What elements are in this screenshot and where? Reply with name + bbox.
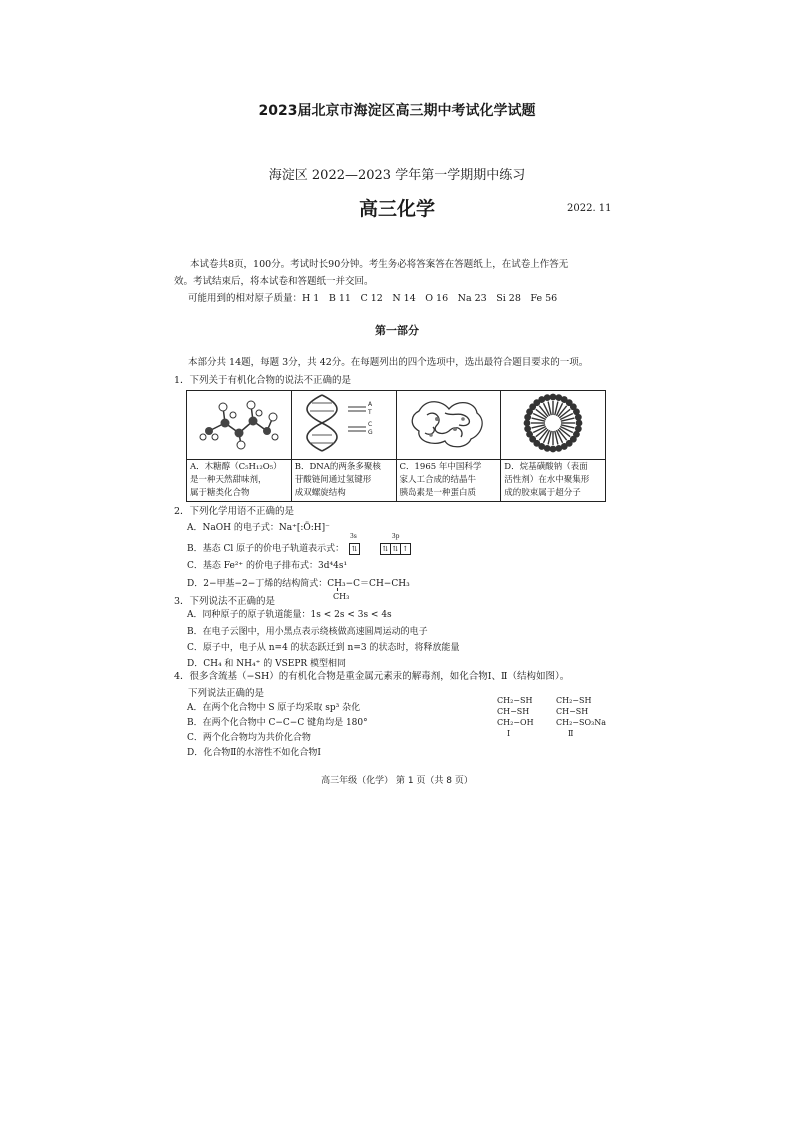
question-1-stem: 1．下列关于有机化合物的说法不正确的是 [174,375,352,386]
orbital-3p [380,532,410,555]
section-title: 第一部分 [375,324,419,337]
dna-image [291,391,396,460]
option-a-line: 是一种天然甜味剂， [190,475,267,485]
question-3-option-b: B．在电子云图中，用小黑点表示绕核做高速圆周运动的电子 [187,627,428,637]
question-4-option-d: D．化合物Ⅱ的水溶性不如化合物Ⅰ [187,748,321,758]
micelle-head [550,394,557,401]
question-2-option-b [187,532,410,555]
question-3-option-c: C．原子中，电子从 n=4 的状态跃迁到 n=3 的状态时，将释放能量 [187,643,460,653]
question-4-stem: 4．很多含巯基（−SH）的有机化合物是重金属元素汞的解毒剂，如化合物Ⅰ、Ⅱ（结构如图）。 [174,671,570,682]
exam-header: 海淀区 2022—2023 学年第一学期期中练习 [268,168,526,183]
xylitol-image [187,391,292,460]
option-c-line: C．1965 年中国科学 [399,462,482,472]
question-2-option-a: A．NaOH 的电子式：Na⁺[:Ö:H]⁻ [187,523,330,533]
document-title: 2023届北京市海淀区高三期中考试化学试题 [258,103,536,119]
option-c-line: 胰岛素是一种蛋白质 [399,488,477,498]
option-b-text: B．基态 Cl 原子的价电子轨道表示式： [187,544,345,554]
section-intro: 本部分共 14题，每题 3分，共 42分。在每题列出的四个选项中，选出最符合题目要求的一项。 [188,357,589,368]
option-b-line: B．DNA的两条多聚核 [294,462,381,472]
exam-date: 2022. 11 [567,203,612,214]
dna-label: A [367,401,372,408]
dna-label: G [367,429,373,436]
orbital-box: ↑ [400,543,411,555]
option-d-line: 活性剂）在水中聚集形 [504,475,590,485]
compound-2-line: CH−SH [556,707,589,716]
micelle-head [525,425,532,432]
orbital-box: ⇅ [390,543,401,555]
compound-1-structure [497,695,534,739]
orbital-3s [349,532,359,555]
micelle-head [544,394,551,401]
option-a-line: A．木糖醇（C₅H₁₂O₅） [190,462,282,472]
atomic-masses: 可能用到的相对原子质量：H 1 B 11 C 12 N 14 O 16 Na 23 Si 28 Fe 56 [188,293,558,304]
question-3-stem: 3．下列说法不正确的是 [174,596,276,607]
instruction-line: 效。考试结束后，将本试卷和答题纸一并交回。 [174,276,374,287]
page-footer: 高三年级（化学） 第 1 页（共 8 页） [321,776,473,786]
option-b [291,460,396,502]
insulin-image [396,391,501,460]
compound-1-line: CH₂−OH [497,718,534,727]
question-4-stem-2: 下列说法正确的是 [188,688,265,699]
question-4-option-b: B．在两个化合物中 C−C−C 键角均是 180° [187,718,368,728]
micelle-head [550,446,557,453]
option-c [396,460,501,502]
orbital-box: ⇅ [380,543,391,555]
question-4-option-a: A．在两个化合物中 S 原子均采取 sp³ 杂化 [187,703,361,713]
compound-1-label: Ⅰ [507,729,511,738]
orbital-label: 3s [349,532,357,540]
methyl-branch [333,588,349,602]
micelle-image [501,391,606,460]
instruction-line: 本试卷共8页，100分。考试时长90分钟。考生务必将答案答在答题纸上，在试卷上作答无 [190,259,569,270]
dna-label: C [367,421,372,428]
question-2-option-d: D．2−甲基−2−丁烯的结构简式：CH₃−C＝CH−CH₃ [187,579,410,589]
micelle-head [524,420,531,427]
orbital-label: 3p [391,532,400,540]
compound-2-label: Ⅱ [568,729,574,738]
option-d [501,460,606,502]
option-b-line: 苷酸链间通过氢键形 [294,475,372,485]
instructions [174,256,614,273]
question-4-option-c: C．两个化合物均为共价化合物 [187,733,311,743]
question-2-option-c: C．基态 Fe²⁺ 的价电子排布式：3d⁴4s¹ [187,561,348,571]
option-d-line: 成的胶束属于超分子 [504,488,581,498]
micelle-head [556,445,563,452]
micelle-head [576,420,583,427]
compound-2-line: CH₂−SH [556,696,592,705]
subject-title: 高三化学 [358,198,435,220]
compound-2-structure [556,695,606,739]
question-1-table [186,390,606,502]
question-3-option-d: D．CH₄ 和 NH₄⁺ 的 VSEPR 模型相同 [187,659,347,669]
option-a [187,460,292,502]
compound-2-line: CH₂−SO₃Na [556,718,607,727]
option-a-line: 属于糖类化合物 [190,488,250,498]
option-b-line: 成双螺旋结构 [294,488,346,498]
methyl-label: CH₃ [333,592,350,601]
question-3-option-a: A．同种原子的原子轨道能量：1s < 2s < 3s < 4s [187,610,392,620]
dna-label: T [367,409,372,416]
option-c-line: 家人工合成的结晶牛 [399,475,477,485]
option-d-line: D．烷基磺酸钠（表面 [504,462,588,472]
question-2-stem: 2．下列化学用语不正确的是 [174,506,295,517]
compound-1-line: CH₂−SH [497,696,533,705]
compound-1-line: CH−SH [497,707,530,716]
micelle-head [575,414,582,421]
orbital-box: ⇅ [349,543,360,555]
